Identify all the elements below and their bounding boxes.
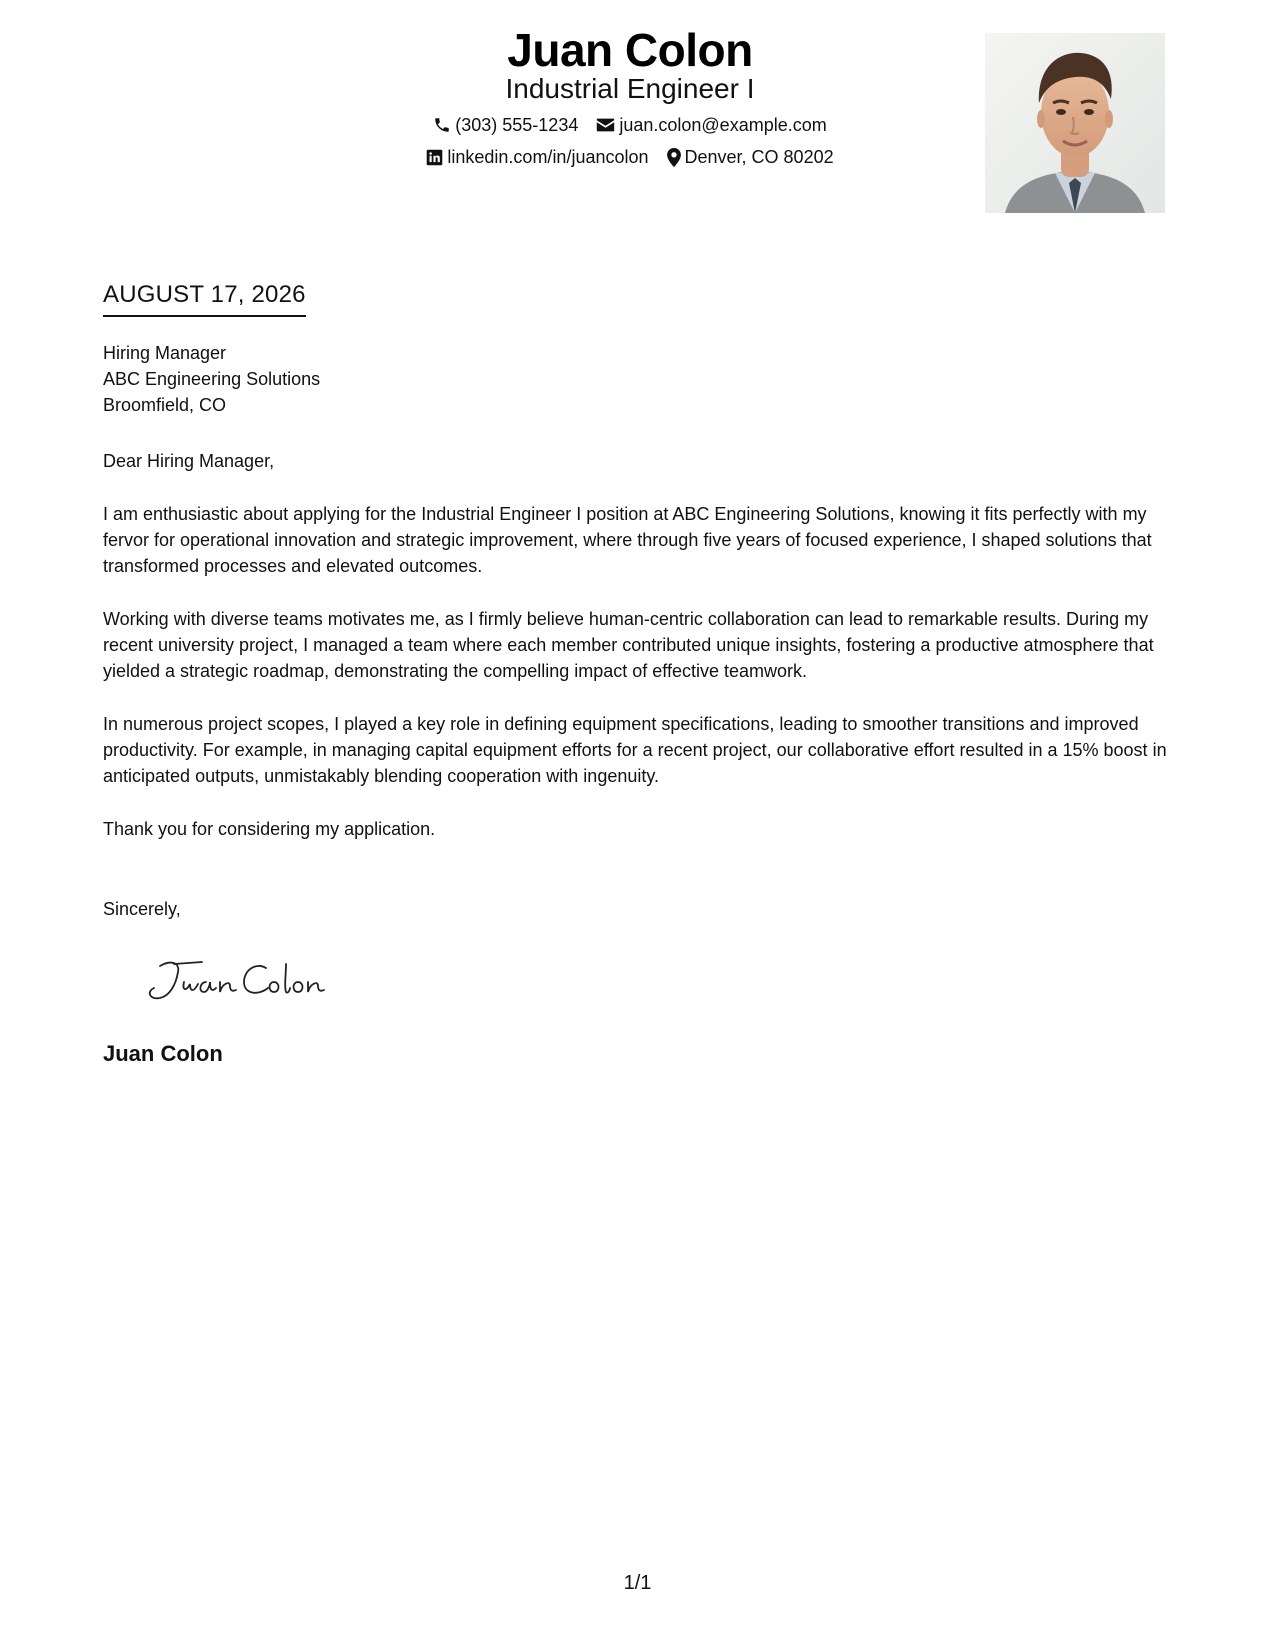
contact-email[interactable] [596,113,826,137]
paragraph-teamwork: Working with diverse teams motivates me, as I firmly believe human-centric collaboration can lead to remarkable results. During my recent university project, I managed a team where each member contributed unique insights, fostering a productive atmosphere that yielded a strategic roadmap, demonstrating the compelling impact of effective teamwork. [103,609,1154,681]
recipient-block [103,340,320,418]
recipient-company: ABC Engineering Solutions [103,369,321,389]
envelope-icon [596,117,615,133]
phone-icon [433,116,451,134]
letter-date: AUGUST 17, 2026 [103,280,306,317]
letter-header [0,0,1275,220]
map-pin-icon [667,148,681,167]
page-number: 1/1 [623,1572,652,1594]
contact-phone [433,113,578,137]
contact-location [667,145,834,169]
recipient-name: Hiring Manager [103,343,227,363]
applicant-name: Juan Colon [507,24,753,76]
linkedin-icon [426,149,443,166]
letter-body [103,448,1183,869]
email-address[interactable]: juan.colon@example.com [619,115,827,135]
thank-you-line: Thank you for considering my application. [103,819,436,839]
handwritten-signature [140,950,340,1010]
profile-photo [985,33,1165,213]
contact-linkedin[interactable] [426,145,648,169]
salutation: Dear Hiring Manager, [103,451,275,471]
location-text: Denver, CO 80202 [684,147,834,167]
recipient-location: Broomfield, CO [103,395,227,415]
linkedin-url[interactable]: linkedin.com/in/juancolon [447,147,649,167]
applicant-title: Industrial Engineer I [505,73,755,104]
phone-number: (303) 555-1234 [455,115,579,135]
signer-name: Juan Colon [103,1041,223,1066]
paragraph-intro: I am enthusiastic about applying for the Industrial Engineer I position at ABC Engineering Solutions, knowing it fits perfectly with my fervor for operational innovation and strategic improvement, where through five years of focused experience, I shaped solutions that transformed processes and elevated outcomes. [103,504,1152,576]
paragraph-projects: In numerous project scopes, I played a key role in defining equipment specifications, leading to smoother transitions and improved productivity. For example, in managing capital equipment efforts for a recent project, our collaborative effort resulted in a 15% boost in anticipated outputs, unmistakably blending cooperation with ingenuity. [103,714,1167,786]
closing-line: Sincerely, [103,899,181,919]
